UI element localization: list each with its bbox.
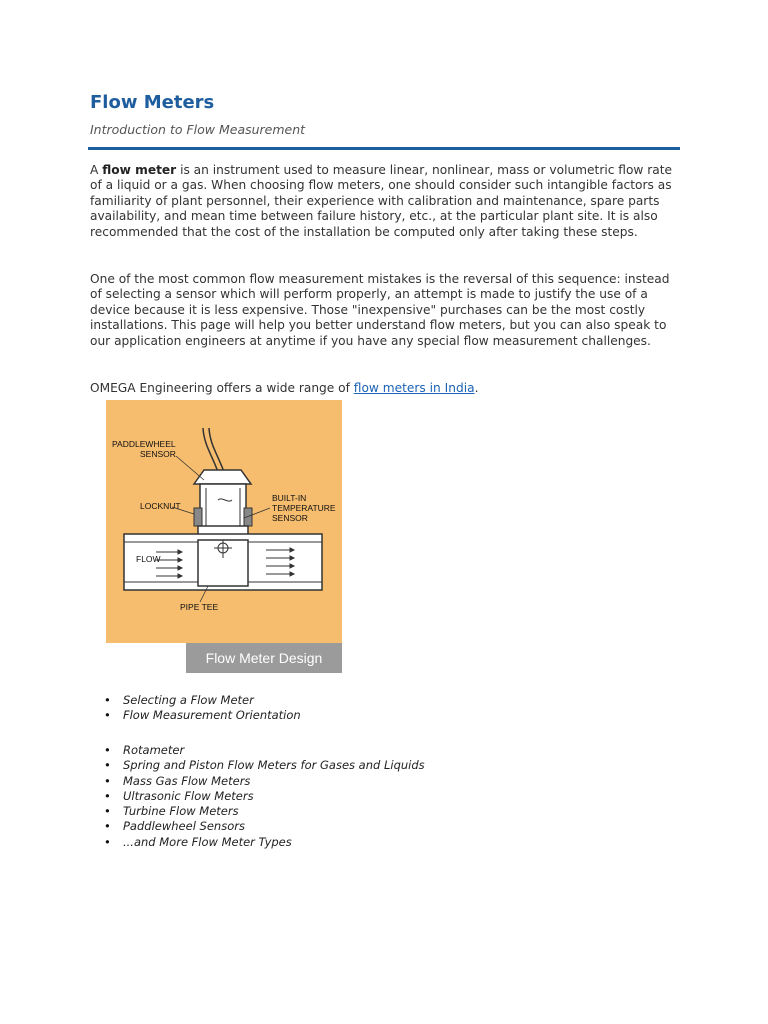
label-flow: FLOW [136, 554, 161, 564]
flow-meter-diagram [106, 400, 342, 643]
page-title: Flow Meters [90, 92, 215, 113]
list-item[interactable]: • Turbine Flow Meters [104, 804, 425, 819]
locknut-right [244, 508, 252, 526]
label-pipe-tee: PIPE TEE [180, 602, 219, 612]
list-item[interactable]: • Ultrasonic Flow Meters [104, 789, 425, 804]
intro-prefix: A [90, 163, 103, 177]
offer-prefix: OMEGA Engineering offers a wide range of [90, 381, 354, 395]
label-builtin-3: SENSOR [272, 513, 308, 523]
flow-meter-design-figure[interactable] [106, 400, 342, 672]
label-builtin-1: BUILT-IN [272, 493, 307, 503]
list-item[interactable]: • Rotameter [104, 743, 425, 758]
offer-paragraph [90, 381, 680, 396]
list-item[interactable]: • Flow Measurement Orientation [104, 708, 301, 723]
guide-links-list [104, 693, 301, 724]
flow-meters-india-link[interactable]: flow meters in India [353, 381, 475, 395]
offer-suffix: . [474, 381, 479, 395]
title-divider [88, 147, 680, 150]
mistakes-paragraph: One of the most common flow measurement mistakes is the reversal of this sequence: instead of selecting a sensor which will perform properly, an attempt is made to justify the use of a device because it is less expensive. Those "inexpensive" purchases can be the most costly installations. This page will help you better understand flow meters, but you can also speak to our application engineers at anytime if you have any special flow measurement challenges. [90, 272, 670, 348]
label-paddlewheel-1: PADDLEWHEEL [112, 439, 176, 449]
intro-rest: is an instrument used to measure linear, nonlinear, mass or volumetric flow rate of a liquid or a gas. When choosing flow meters, one should consider such intangible factors as familiarity of plant personnel, their experience with calibration and maintenance, spare parts availability, and mean time between failure history, etc., at the particular plant site. It is also recommended that the cost of the installation be computed only after taking these steps. [90, 163, 673, 239]
figure-caption: Flow Meter Design [186, 643, 342, 673]
list-item[interactable]: • Selecting a Flow Meter [104, 693, 301, 708]
list-item[interactable]: • Paddlewheel Sensors [104, 819, 425, 834]
label-locknut: LOCKNUT [140, 501, 181, 511]
meter-types-list [104, 743, 425, 850]
sensor-cap [194, 470, 251, 484]
locknut-left [194, 508, 202, 526]
list-item[interactable]: • Mass Gas Flow Meters [104, 774, 425, 789]
page-subtitle: Introduction to Flow Measurement [90, 122, 306, 137]
label-builtin-2: TEMPERATURE [272, 503, 336, 513]
label-paddlewheel-2: SENSOR [140, 449, 176, 459]
intro-paragraph [90, 163, 680, 240]
list-item[interactable]: • Spring and Piston Flow Meters for Gases and Liquids [104, 758, 425, 773]
intro-bold-term: flow meter [102, 163, 177, 177]
list-item[interactable]: • ...and More Flow Meter Types [104, 835, 425, 850]
